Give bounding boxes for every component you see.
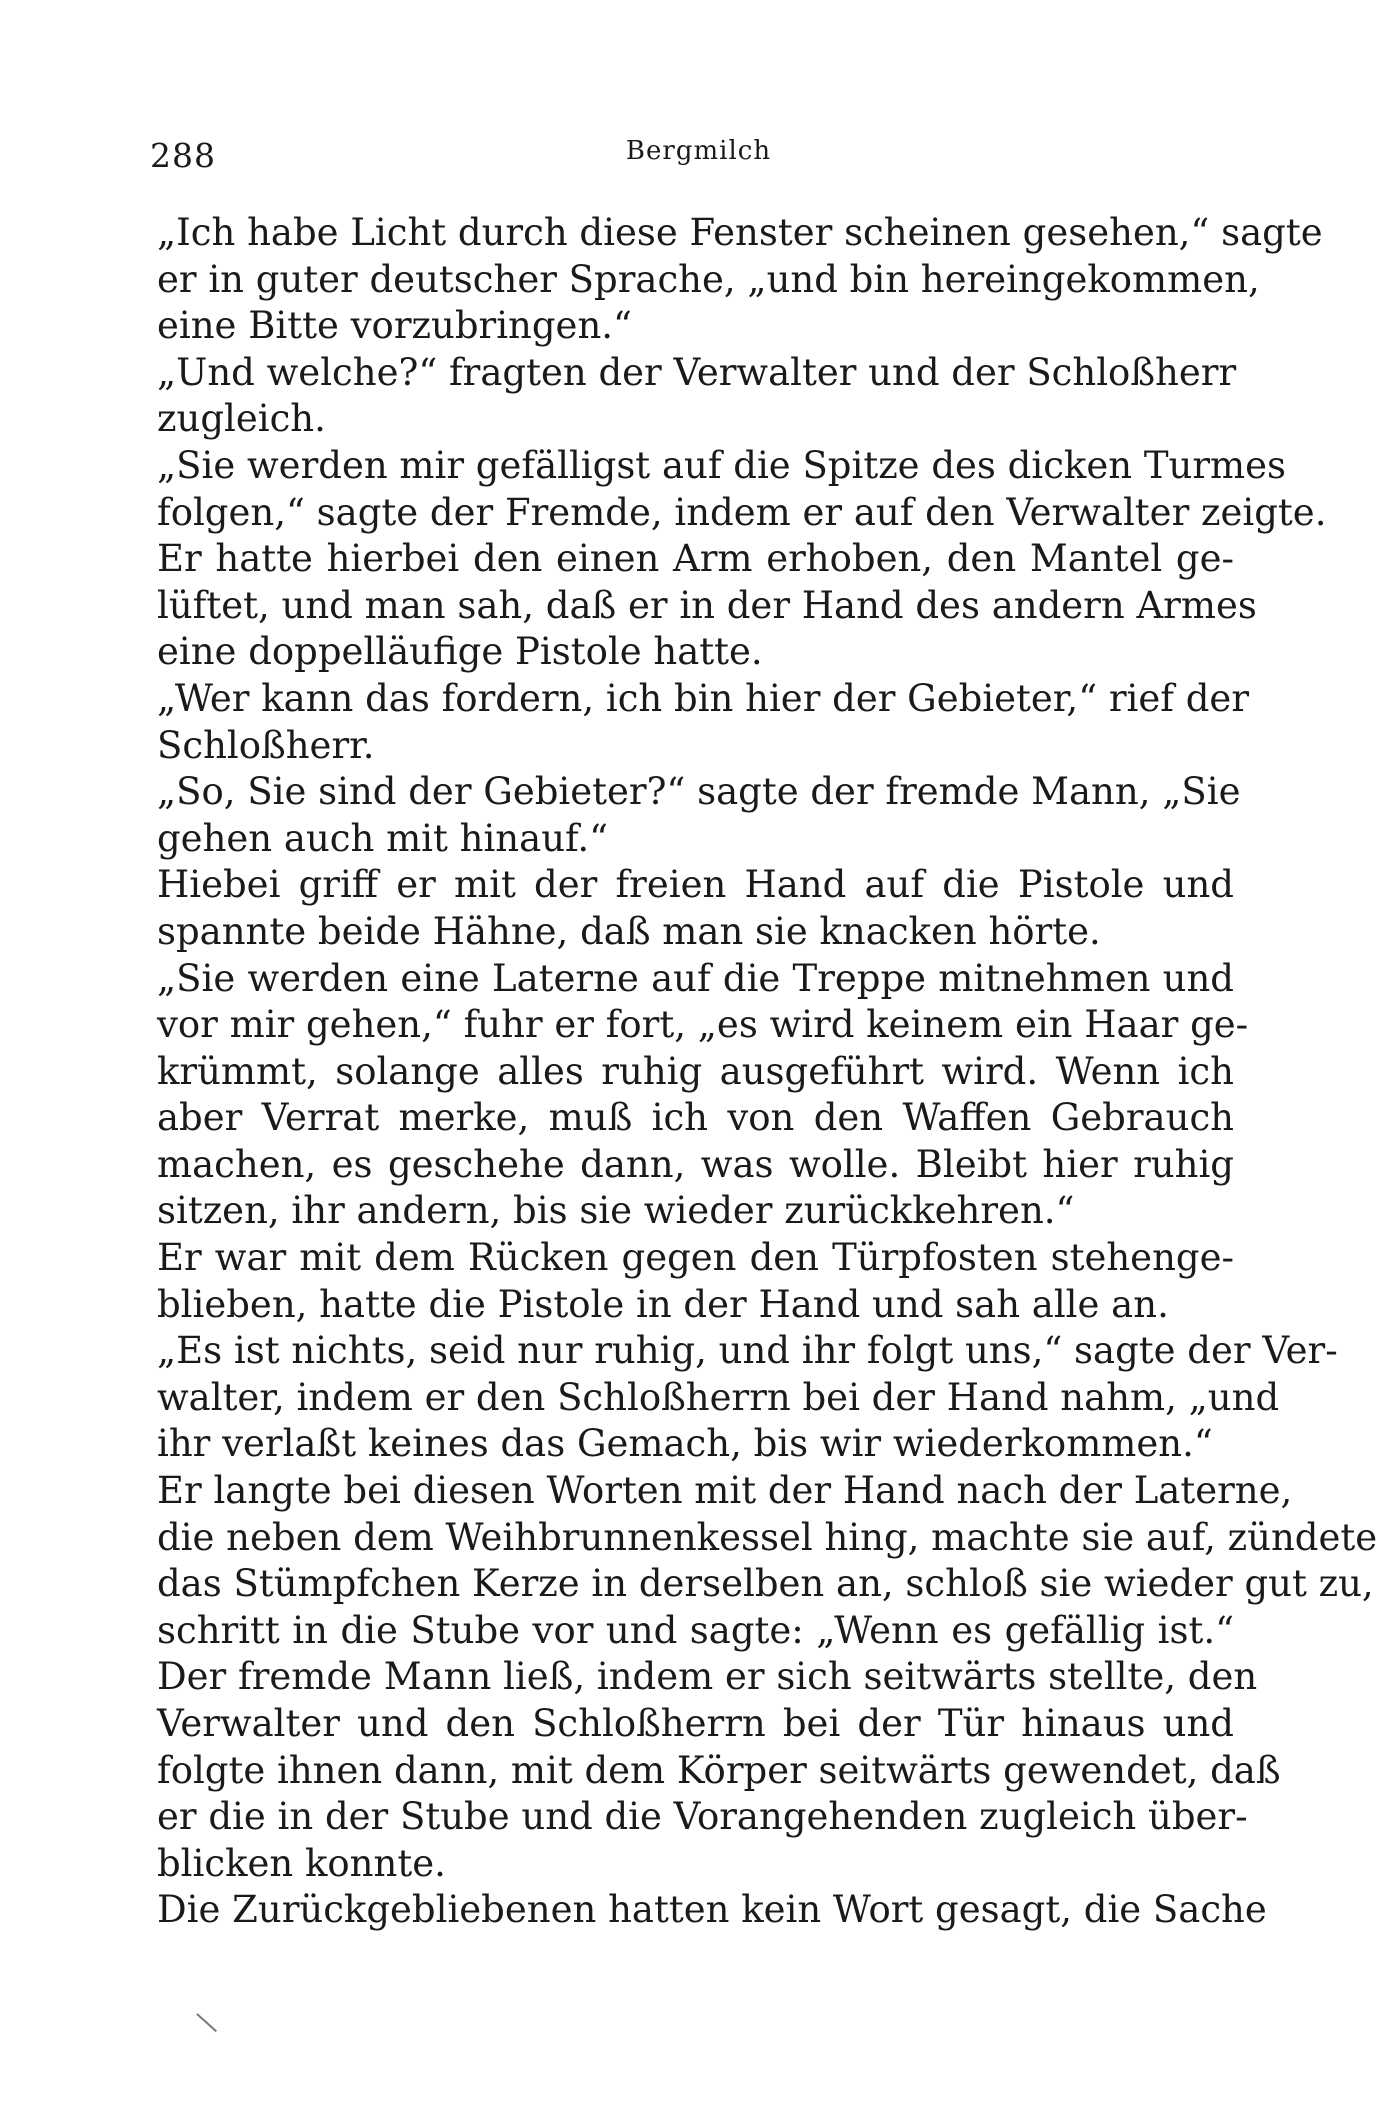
text-line: folgte ihnen dann, mit dem Körper seitwärts gewendet, daß xyxy=(157,1748,1281,1792)
text-line: Er hatte hierbei den einen Arm erhoben, den Mantel ge- xyxy=(157,537,1234,581)
text-line: spannte beide Hähne, daß man sie knacken hörte. xyxy=(157,909,1101,953)
text-line: vor mir gehen,“ fuhr er fort, „es wird keinem ein Haar ge- xyxy=(157,1003,1249,1047)
text-line: Verwalter und den Schloßherrn bei der Tür hinaus und xyxy=(157,1702,1234,1745)
text-line: „So, Sie sind der Gebieter?“ sagte der fremde Mann, „Sie xyxy=(157,770,1241,814)
text-line: Hiebei griff er mit der freien Hand auf die Pistole und xyxy=(157,863,1234,907)
text-line: „Sie werden eine Laterne auf die Treppe mitnehmen und xyxy=(157,956,1234,1000)
text-line: aber Verrat merke, muß ich von den Waffen Gebrauch xyxy=(157,1096,1234,1140)
text-line: zugleich. xyxy=(157,397,326,441)
text-line: er die in der Stube und die Vorangehenden zugleich über- xyxy=(157,1795,1248,1839)
text-line: blicken konnte. xyxy=(157,1841,446,1885)
text-line: „Ich habe Licht durch diese Fenster scheinen gesehen,“ sagte xyxy=(157,211,1323,254)
text-line: krümmt, solange alles ruhig ausgeführt wird. Wenn ich xyxy=(157,1049,1234,1093)
text-line: ihr verlaßt keines das Gemach, bis wir wiederkommen.“ xyxy=(157,1422,1213,1466)
text-line: Er langte bei diesen Worten mit der Hand nach der Laterne, xyxy=(157,1469,1293,1513)
text-line: sitzen, ihr andern, bis sie wieder zurückkehren.“ xyxy=(157,1189,1075,1233)
text-line: „Es ist nichts, seid nur ruhig, und ihr folgt uns,“ sagte der Ver- xyxy=(157,1329,1338,1373)
text-line: die neben dem Weihbrunnenkessel hing, machte sie auf, zündete xyxy=(157,1515,1378,1559)
text-line: lüftet, und man sah, daß er in der Hand des andern Armes xyxy=(157,583,1257,627)
text-line: Die Zurückgebliebenen hatten kein Wort gesagt, die Sache xyxy=(157,1888,1267,1932)
text-line: er in guter deutscher Sprache, „und bin hereingekommen, xyxy=(157,257,1260,301)
text-line: blieben, hatte die Pistole in der Hand und sah alle an. xyxy=(157,1282,1169,1326)
text-line: Der fremde Mann ließ, indem er sich seitwärts stellte, den xyxy=(157,1655,1258,1699)
text-line: Schloßherr. xyxy=(157,723,375,767)
text-line: Er war mit dem Rücken gegen den Türpfosten stehenge- xyxy=(157,1236,1234,1280)
text-line: gehen auch mit hinauf.“ xyxy=(157,816,609,860)
text-line: „Und welche?“ fragten der Verwalter und der Schloßherr xyxy=(157,350,1237,394)
text-line: eine doppelläufige Pistole hatte. xyxy=(157,630,763,674)
text-line: „Sie werden mir gefälligst auf die Spitze des dicken Turmes xyxy=(157,443,1286,487)
text-line: machen, es geschehe dann, was wolle. Bleibt hier ruhig xyxy=(157,1142,1234,1186)
text-line: folgen,“ sagte der Fremde, indem er auf den Verwalter zeigte. xyxy=(157,490,1327,534)
page-number: 288 xyxy=(150,136,216,175)
body-text xyxy=(157,210,1378,1934)
text-line: walter, indem er den Schloßherrn bei der Hand nahm, „und xyxy=(157,1375,1280,1419)
text-line: das Stümpfchen Kerze in derselben an, schloß sie wieder gut zu, xyxy=(157,1562,1374,1606)
text-line: schritt in die Stube vor und sagte: „Wenn es gefällig ist.“ xyxy=(157,1608,1234,1652)
pencil-mark xyxy=(196,2013,217,2032)
text-line: eine Bitte vorzubringen.“ xyxy=(157,304,632,348)
running-title: Bergmilch xyxy=(625,136,772,166)
text-line: „Wer kann das fordern, ich bin hier der Gebieter,“ rief der xyxy=(157,676,1250,720)
